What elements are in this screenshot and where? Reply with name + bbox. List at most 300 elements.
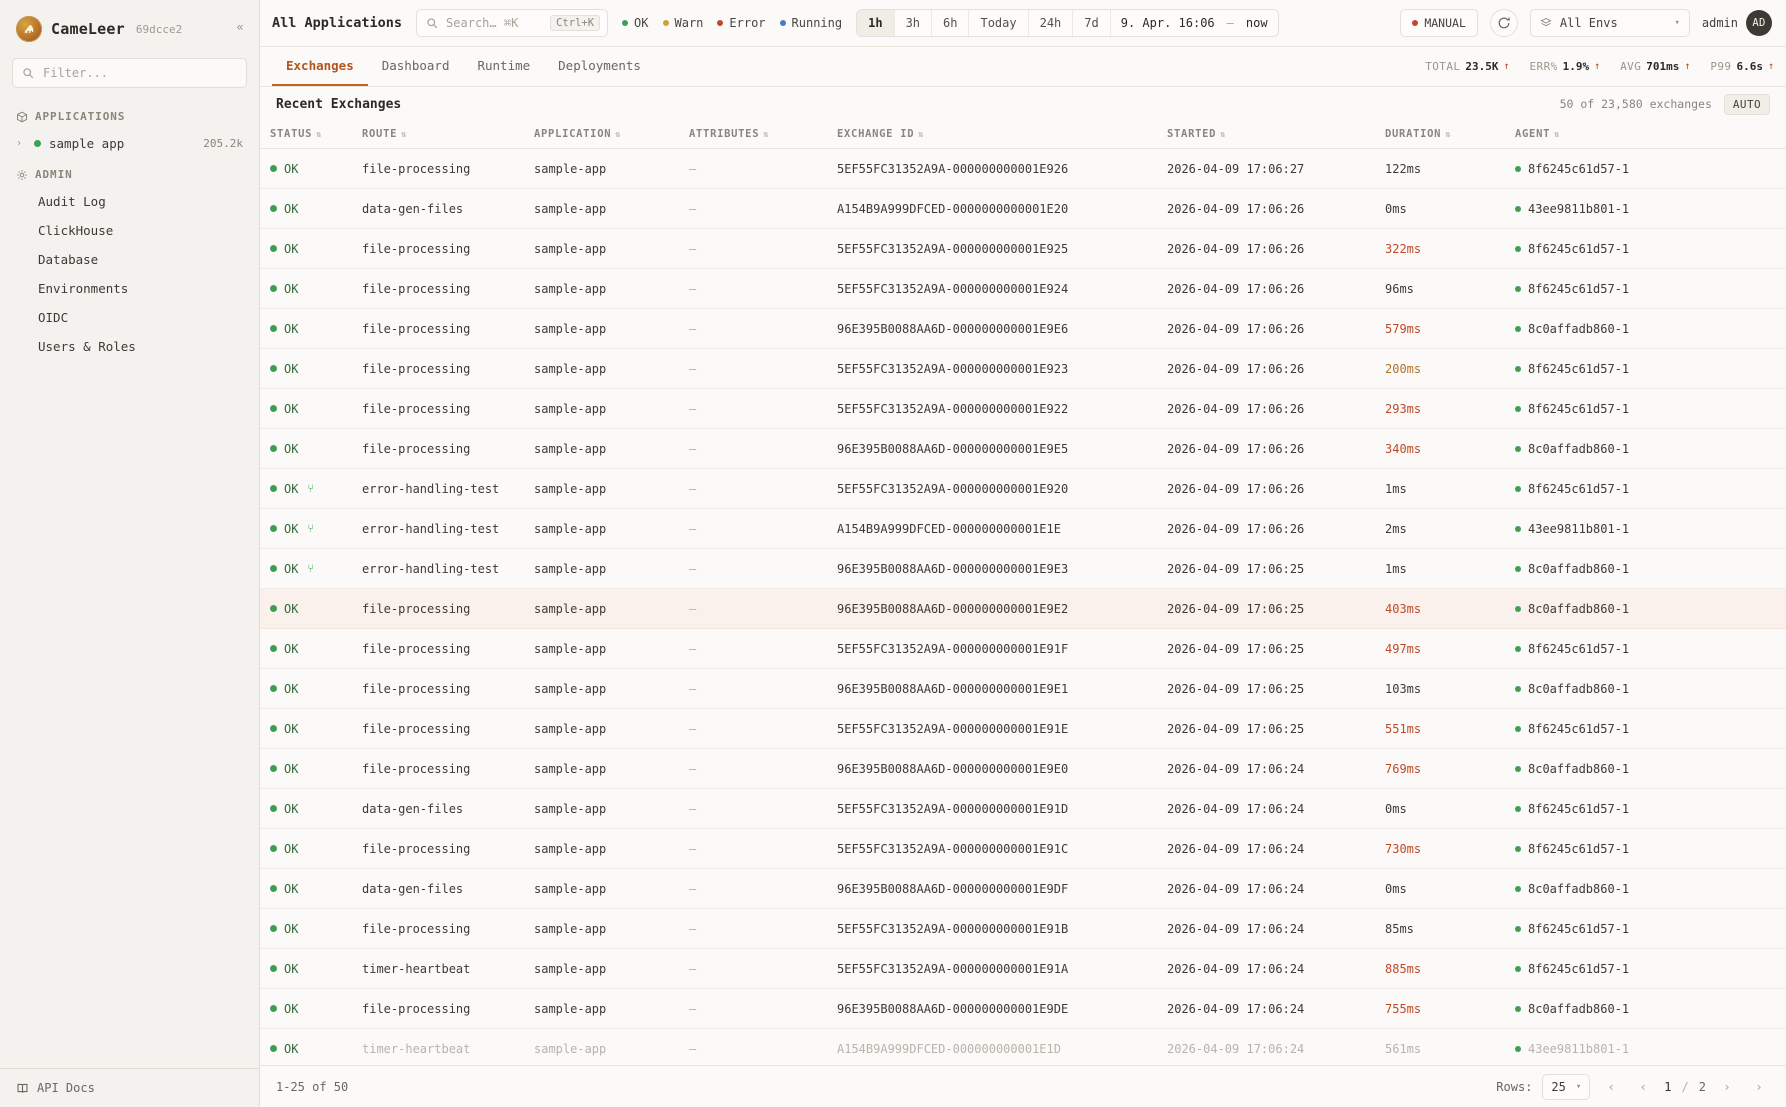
table-row[interactable] [260, 629, 1786, 669]
sidebar-item-audit-log[interactable] [0, 187, 259, 216]
sidebar-item-sample-app[interactable] [0, 129, 259, 158]
range-separator: — [1226, 16, 1234, 30]
table-row[interactable] [260, 189, 1786, 229]
cell-duration: 730ms [1375, 829, 1505, 869]
cell-status [260, 309, 352, 349]
page-title: All Applications [272, 15, 403, 31]
cell-status [260, 429, 352, 469]
brand-hash: 69dcce2 [135, 22, 183, 36]
cell-application: sample-app [524, 349, 679, 389]
cell-application: sample-app [524, 229, 679, 269]
table-row[interactable] [260, 149, 1786, 189]
cell-agent [1505, 629, 1786, 669]
cell-application: sample-app [524, 469, 679, 509]
cell-status [260, 509, 352, 549]
cell-exchange-id: A154B9A999DFCED-000000000001E1D [827, 1029, 1157, 1066]
cell-attributes: — [679, 669, 827, 709]
status-dot-icon [270, 725, 277, 732]
cell-agent [1505, 389, 1786, 429]
column-label: STARTED [1167, 128, 1217, 140]
table-row[interactable] [260, 349, 1786, 389]
status-dot-icon [270, 325, 277, 332]
cell-application: sample-app [524, 909, 679, 949]
table-row[interactable] [260, 829, 1786, 869]
sidebar [0, 0, 260, 1107]
cell-route: file-processing [352, 709, 524, 749]
range-24h[interactable]: 24h [1029, 10, 1074, 36]
section-header-right [1560, 94, 1770, 115]
cell-agent [1505, 549, 1786, 589]
status-dot-icon [1515, 206, 1521, 212]
metric-value: 1.9% [1562, 60, 1590, 73]
sort-icon: ⇅ [1220, 130, 1227, 140]
table-row[interactable] [260, 509, 1786, 549]
status-dot-icon [1515, 1046, 1521, 1052]
auto-refresh-toggle[interactable]: AUTO [1724, 94, 1770, 115]
status-dot-icon [1515, 406, 1521, 412]
cell-agent [1505, 989, 1786, 1029]
sidebar-item-count: 205.2k [203, 137, 243, 150]
cell-duration: 403ms [1375, 589, 1505, 629]
status-label: OK [284, 401, 299, 416]
cell-started: 2026-04-09 17:06:25 [1157, 589, 1375, 629]
status-label: OK [284, 801, 299, 816]
range-7d[interactable]: 7d [1073, 10, 1110, 36]
status-dot-icon [270, 405, 277, 412]
column-header-started[interactable] [1157, 121, 1375, 149]
cell-attributes: — [679, 229, 827, 269]
status-label: OK [284, 961, 299, 976]
rows-label: Rows: [1496, 1079, 1533, 1094]
search-input[interactable] [416, 9, 608, 37]
pagination-controls [1496, 1074, 1770, 1100]
cube-icon [16, 111, 28, 123]
cell-duration: 103ms [1375, 669, 1505, 709]
cell-status [260, 349, 352, 389]
cell-agent [1505, 829, 1786, 869]
cell-agent [1505, 149, 1786, 189]
cell-attributes: — [679, 869, 827, 909]
cell-exchange-id: 96E395B0088AA6D-000000000001E9E2 [827, 589, 1157, 629]
cell-attributes: — [679, 509, 827, 549]
cell-started: 2026-04-09 17:06:24 [1157, 829, 1375, 869]
table-row[interactable] [260, 869, 1786, 909]
chevron-left-double-icon[interactable]: « [236, 20, 244, 34]
table-row[interactable] [260, 469, 1786, 509]
cell-duration: 96ms [1375, 269, 1505, 309]
status-dot-icon [1515, 246, 1521, 252]
status-dot-icon [1515, 606, 1521, 612]
status-dot-icon [270, 285, 277, 292]
column-header-status[interactable] [260, 121, 352, 149]
branch-icon: ⑂ [307, 482, 315, 495]
user-name: admin [1701, 16, 1738, 30]
cell-route: timer-heartbeat [352, 1029, 524, 1066]
range-today[interactable]: Today [969, 10, 1028, 36]
cell-started: 2026-04-09 17:06:25 [1157, 549, 1375, 589]
sidebar-item-label: OIDC [38, 310, 69, 325]
agent-label: 8f6245c61d57-1 [1528, 361, 1630, 376]
cell-status [260, 389, 352, 429]
table-row[interactable] [260, 789, 1786, 829]
cell-duration: 497ms [1375, 629, 1505, 669]
tab-exchanges[interactable]: Exchanges [272, 47, 368, 86]
cell-status [260, 989, 352, 1029]
cell-route: file-processing [352, 349, 524, 389]
cell-status [260, 749, 352, 789]
cell-application: sample-app [524, 829, 679, 869]
table-row[interactable] [260, 269, 1786, 309]
cell-started: 2026-04-09 17:06:25 [1157, 669, 1375, 709]
sidebar-item-label: Database [38, 252, 99, 267]
table-row[interactable] [260, 709, 1786, 749]
admin-section-header [0, 158, 259, 187]
sort-icon: ⇅ [615, 130, 622, 140]
cell-agent [1505, 229, 1786, 269]
table-head [260, 121, 1786, 149]
range-3h[interactable]: 3h [895, 10, 932, 36]
environment-value: All Envs [1559, 16, 1618, 30]
status-label: OK [284, 481, 299, 496]
cell-status [260, 549, 352, 589]
status-label: OK [284, 1001, 299, 1016]
sidebar-filter-input[interactable] [41, 65, 237, 81]
cell-duration: 0ms [1375, 189, 1505, 229]
table-row[interactable] [260, 749, 1786, 789]
cell-agent [1505, 469, 1786, 509]
status-label: OK [284, 641, 299, 656]
table-row[interactable] [260, 309, 1786, 349]
metric-p99 [1710, 60, 1774, 73]
status-dot-icon [270, 605, 277, 612]
agent-label: 8f6245c61d57-1 [1528, 641, 1630, 656]
cell-exchange-id: 5EF55FC31352A9A-000000000001E91C [827, 829, 1157, 869]
range-6h[interactable]: 6h [932, 10, 969, 36]
agent-label: 8c0affadb860-1 [1528, 561, 1630, 576]
cell-started: 2026-04-09 17:06:26 [1157, 349, 1375, 389]
status-label: OK [284, 681, 299, 696]
sidebar-item-label: sample app [49, 136, 125, 151]
cell-route: file-processing [352, 309, 524, 349]
sidebar-foot-label: API Docs [37, 1081, 95, 1095]
cell-duration: 885ms [1375, 949, 1505, 989]
cell-application: sample-app [524, 749, 679, 789]
cell-exchange-id: A154B9A999DFCED-000000000001E1E [827, 509, 1157, 549]
status-chip-label: Warn [674, 16, 704, 30]
status-dot-icon [1515, 926, 1521, 932]
cell-attributes: — [679, 309, 827, 349]
cell-application: sample-app [524, 629, 679, 669]
status-label: OK [284, 241, 299, 256]
metric-avg [1620, 60, 1690, 73]
status-chip-label: Error [729, 16, 766, 30]
cell-started: 2026-04-09 17:06:24 [1157, 869, 1375, 909]
topbar [260, 0, 1786, 47]
cell-attributes: — [679, 589, 827, 629]
section-header [260, 87, 1786, 121]
status-label: OK [284, 201, 299, 216]
sidebar-item-oidc[interactable] [0, 303, 259, 332]
status-chip-ok[interactable] [622, 16, 648, 30]
admin-section-label: ADMIN [35, 168, 73, 181]
range-1h[interactable]: 1h [857, 10, 894, 36]
status-dot-icon [270, 685, 277, 692]
status-label: OK [284, 521, 299, 536]
cell-duration: 1ms [1375, 469, 1505, 509]
column-header-route[interactable] [352, 121, 524, 149]
status-dot-icon [1515, 806, 1521, 812]
table-row[interactable] [260, 429, 1786, 469]
metric-value: 6.6s [1736, 60, 1763, 73]
refresh-clock-icon[interactable] [1490, 9, 1518, 37]
cell-attributes: — [679, 389, 827, 429]
range-from[interactable]: 9. Apr. 16:06 [1120, 16, 1215, 30]
status-label: OK [284, 1041, 299, 1056]
brand[interactable] [0, 0, 259, 56]
range-to[interactable]: now [1245, 16, 1268, 30]
column-header-exchange-id[interactable] [827, 121, 1157, 149]
column-label: ATTRIBUTES [689, 128, 760, 140]
next-page-button[interactable]: › [1723, 1079, 1731, 1094]
cell-route: data-gen-files [352, 189, 524, 229]
status-dot-icon [1515, 526, 1521, 532]
status-label: OK [284, 921, 299, 936]
status-chip-error[interactable] [717, 16, 765, 30]
status-dot-icon [780, 20, 786, 26]
status-dot-icon [1515, 326, 1521, 332]
column-label: ROUTE [362, 128, 398, 140]
exchanges-count: 50 of 23,580 exchanges [1559, 97, 1712, 111]
status-dot-icon [1515, 886, 1521, 892]
trend-up-icon: ↑ [1684, 61, 1691, 72]
status-filter-chips [622, 16, 842, 30]
cell-duration: 340ms [1375, 429, 1505, 469]
cell-exchange-id: 96E395B0088AA6D-000000000001E9DE [827, 989, 1157, 1029]
cell-application: sample-app [524, 389, 679, 429]
table-row[interactable] [260, 1029, 1786, 1066]
status-dot-icon [717, 20, 723, 26]
cell-duration: 769ms [1375, 749, 1505, 789]
cell-started: 2026-04-09 17:06:27 [1157, 149, 1375, 189]
cell-status [260, 149, 352, 189]
cell-route: file-processing [352, 149, 524, 189]
chevron-down-icon: ▾ [1674, 18, 1680, 28]
cell-route: data-gen-files [352, 869, 524, 909]
column-label: DURATION [1385, 128, 1442, 140]
cell-application: sample-app [524, 589, 679, 629]
sort-icon: ⇅ [401, 130, 408, 140]
metric-total [1425, 60, 1509, 73]
cell-agent [1505, 309, 1786, 349]
cell-duration: 293ms [1375, 389, 1505, 429]
sort-icon: ⇅ [1554, 130, 1561, 140]
last-page-button[interactable]: › [1755, 1079, 1763, 1094]
sidebar-item-users-roles[interactable] [0, 332, 259, 361]
cell-status [260, 709, 352, 749]
cell-route: file-processing [352, 909, 524, 949]
cell-route: error-handling-test [352, 509, 524, 549]
status-chip-warn[interactable] [663, 16, 704, 30]
sidebar-item-environments[interactable] [0, 274, 259, 303]
cell-application: sample-app [524, 989, 679, 1029]
cell-duration: 551ms [1375, 709, 1505, 749]
brand-name: CameLeer [51, 20, 125, 38]
sort-icon: ⇅ [1445, 130, 1452, 140]
sidebar-item-clickhouse[interactable] [0, 216, 259, 245]
status-dot-icon [1515, 286, 1521, 292]
cell-exchange-id: 96E395B0088AA6D-000000000001E9E6 [827, 309, 1157, 349]
cell-agent [1505, 909, 1786, 949]
sidebar-filter-box[interactable] [12, 58, 247, 88]
trend-up-icon: ↑ [1503, 61, 1510, 72]
cell-exchange-id: 96E395B0088AA6D-000000000001E9E5 [827, 429, 1157, 469]
table-footer [260, 1065, 1786, 1107]
status-dot-icon [270, 365, 277, 372]
column-header-duration[interactable] [1375, 121, 1505, 149]
table-row[interactable] [260, 669, 1786, 709]
status-dot-icon [1515, 846, 1521, 852]
environment-select[interactable] [1530, 9, 1690, 37]
tab-dashboard[interactable]: Dashboard [381, 58, 450, 73]
agent-label: 8c0affadb860-1 [1528, 881, 1630, 896]
status-label: OK [284, 841, 299, 856]
cell-status [260, 189, 352, 229]
status-label: OK [284, 881, 299, 896]
exchanges-table-wrap[interactable] [260, 121, 1786, 1065]
cell-duration: 0ms [1375, 789, 1505, 829]
cell-route: file-processing [352, 829, 524, 869]
cell-agent [1505, 789, 1786, 829]
camel-logo-icon [16, 16, 42, 42]
agent-label: 8f6245c61d57-1 [1528, 801, 1630, 816]
cell-started: 2026-04-09 17:06:26 [1157, 469, 1375, 509]
status-label: OK [284, 721, 299, 736]
cell-application: sample-app [524, 189, 679, 229]
table-row[interactable] [260, 389, 1786, 429]
cell-attributes: — [679, 949, 827, 989]
column-header-attributes[interactable] [679, 121, 827, 149]
cell-route: file-processing [352, 749, 524, 789]
exchanges-table [260, 121, 1786, 1065]
chevron-right-icon: › [16, 138, 23, 149]
status-chip-running[interactable] [780, 16, 843, 30]
column-label: APPLICATION [534, 128, 612, 140]
trend-up-icon: ↑ [1594, 61, 1601, 72]
user-menu[interactable] [1702, 10, 1772, 36]
tab-deployments[interactable]: Deployments [558, 58, 641, 73]
cell-attributes: — [679, 149, 827, 189]
agent-label: 8f6245c61d57-1 [1528, 841, 1630, 856]
cell-route: file-processing [352, 629, 524, 669]
prev-page-button[interactable]: ‹ [1607, 1079, 1615, 1094]
sort-icon: ⇅ [918, 130, 925, 140]
tab-runtime[interactable]: Runtime [477, 58, 531, 73]
cell-duration: 200ms [1375, 349, 1505, 389]
cell-agent [1505, 949, 1786, 989]
table-row[interactable] [260, 989, 1786, 1029]
status-dot-icon [1515, 1006, 1521, 1012]
status-dot-icon [34, 140, 41, 147]
cell-agent [1505, 589, 1786, 629]
cell-attributes: — [679, 749, 827, 789]
agent-label: 8f6245c61d57-1 [1528, 401, 1630, 416]
column-header-application[interactable] [524, 121, 679, 149]
cell-agent [1505, 869, 1786, 909]
status-dot-icon [1515, 566, 1521, 572]
status-dot-icon [270, 645, 277, 652]
cell-route: file-processing [352, 589, 524, 629]
cell-exchange-id: 5EF55FC31352A9A-000000000001E91A [827, 949, 1157, 989]
cell-application: sample-app [524, 269, 679, 309]
sidebar-item-api-docs[interactable] [0, 1068, 259, 1107]
rows-per-page-select[interactable] [1542, 1074, 1590, 1100]
first-page-button[interactable]: ‹ [1639, 1079, 1647, 1094]
cell-route: file-processing [352, 429, 524, 469]
status-dot-icon [1412, 20, 1418, 26]
applications-section-label: APPLICATIONS [35, 110, 126, 123]
book-icon [16, 1082, 29, 1095]
status-chip-label: OK [634, 16, 649, 30]
agent-label: 8f6245c61d57-1 [1528, 961, 1630, 976]
table-row[interactable] [260, 589, 1786, 629]
cell-status [260, 829, 352, 869]
cell-agent [1505, 349, 1786, 389]
cell-started: 2026-04-09 17:06:26 [1157, 389, 1375, 429]
cell-started: 2026-04-09 17:06:26 [1157, 309, 1375, 349]
cell-attributes: — [679, 549, 827, 589]
cell-route: file-processing [352, 269, 524, 309]
cell-status [260, 229, 352, 269]
cell-agent [1505, 269, 1786, 309]
cell-status [260, 269, 352, 309]
table-header-row [260, 121, 1786, 149]
cell-duration: 2ms [1375, 509, 1505, 549]
cell-exchange-id: 5EF55FC31352A9A-000000000001E923 [827, 349, 1157, 389]
cell-attributes: — [679, 469, 827, 509]
sidebar-item-database[interactable] [0, 245, 259, 274]
sidebar-item-label: ClickHouse [38, 223, 114, 238]
search-icon [22, 67, 34, 79]
table-row[interactable] [260, 909, 1786, 949]
chevron-down-icon: ▾ [1575, 1081, 1582, 1092]
column-label: STATUS [270, 128, 313, 140]
metrics-summary [1425, 47, 1774, 86]
metric-key: P99 [1710, 60, 1732, 73]
status-dot-icon [270, 245, 277, 252]
table-row[interactable] [260, 229, 1786, 269]
table-row[interactable] [260, 949, 1786, 989]
status-dot-icon [270, 765, 277, 772]
page-current: 1 [1664, 1079, 1672, 1094]
cell-attributes: — [679, 789, 827, 829]
rows-value: 25 [1551, 1079, 1566, 1094]
cell-attributes: — [679, 429, 827, 469]
cell-exchange-id: 5EF55FC31352A9A-000000000001E91B [827, 909, 1157, 949]
metric-error-rate [1530, 60, 1601, 73]
manual-label: MANUAL [1424, 16, 1466, 30]
table-row[interactable] [260, 549, 1786, 589]
time-range-selector [856, 9, 1278, 37]
manual-refresh-button[interactable] [1400, 9, 1478, 37]
status-label: OK [284, 281, 299, 296]
column-label: AGENT [1515, 128, 1551, 140]
cell-application: sample-app [524, 949, 679, 989]
cell-duration: 579ms [1375, 309, 1505, 349]
status-dot-icon [1515, 646, 1521, 652]
status-dot-icon [1515, 166, 1521, 172]
cell-attributes: — [679, 269, 827, 309]
column-header-agent[interactable] [1505, 121, 1786, 149]
